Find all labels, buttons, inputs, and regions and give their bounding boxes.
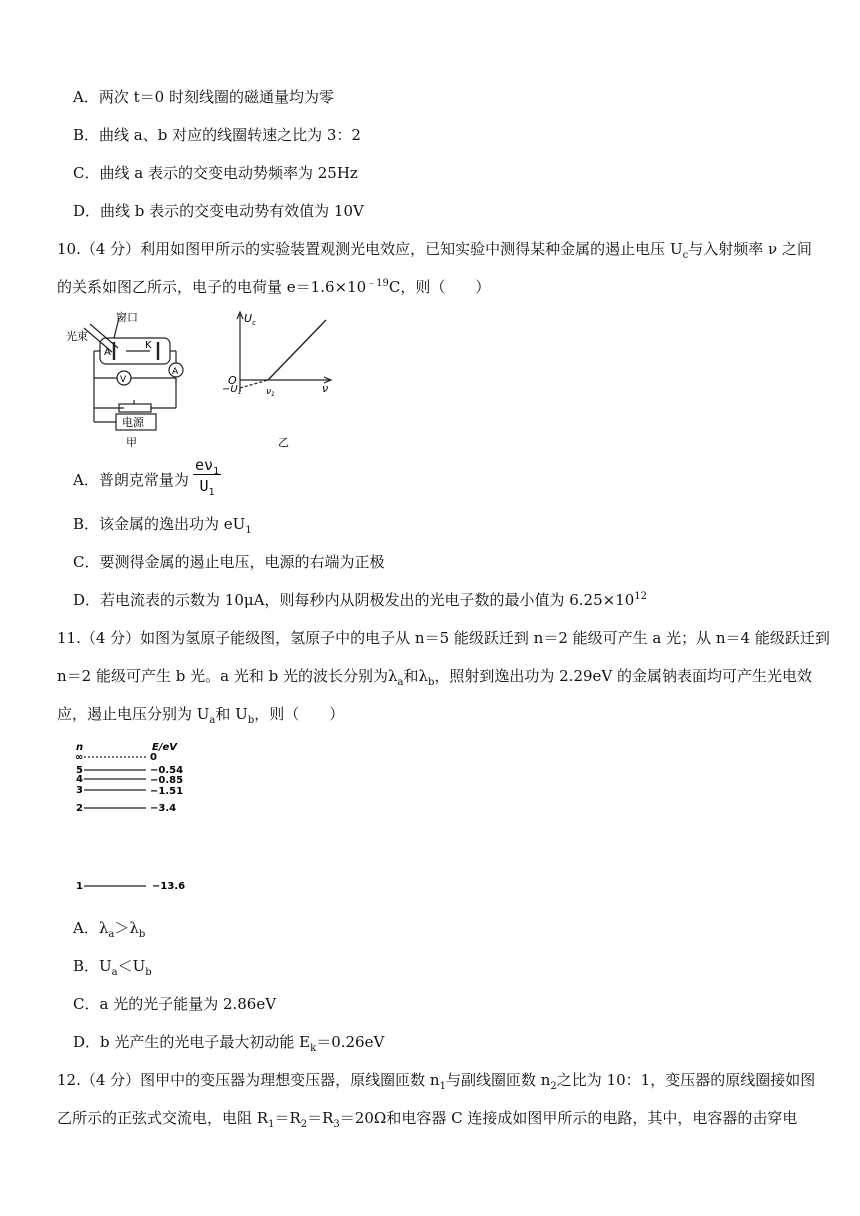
q9-option-d: D．曲线 b 表示的交变电动势有效值为 10V [73, 202, 364, 220]
value-2: −3.4 [150, 803, 177, 814]
figure-yi-caption: 乙 [278, 436, 289, 448]
planck-fraction: $\frac{e\nu_1}{U_1}$ [195, 456, 220, 498]
level-inf: ∞ [75, 752, 84, 763]
q10-option-d: D．若电流表的示数为 10μA，则每秒内从阴极发出的光电子数的最小值为 $6.25\times 10^{12}$ [73, 591, 648, 609]
value-5: −0.54 [150, 765, 184, 776]
figure-jia-caption: 甲 [126, 436, 137, 448]
value-inf: 0 [150, 752, 157, 763]
q10-stem-line2: 的关系如图乙所示，电子的电荷量 $e=1.6\times 10^{﹣19}C$，则（ ） [57, 278, 491, 296]
q11-stem-line3: 应，遏止电压分别为 $U_a$和 $U_b$，则（ ） [57, 705, 345, 726]
q10-stem-line1: 10.（4 分）利用如图甲所示的实验装置观测光电效应，已知实验中测得某种金属的遏止电压 $U_c$与入射频率 ν 之间 [57, 240, 812, 261]
cathode-label: K [145, 340, 152, 351]
q10-option-b: B．该金属的逸出功为 $eU_1$ [73, 515, 252, 536]
q11-option-d: D．b 光产生的光电子最大初动能 $E_k=0.26eV$ [73, 1033, 385, 1054]
level-3: 3 [76, 785, 83, 796]
neg-u1-label: $-U_1$ [222, 384, 242, 396]
nu1-label: $\nu_1$ [266, 387, 275, 398]
level-5: 5 [76, 765, 83, 776]
value-3: −1.51 [150, 786, 184, 797]
q11-stem-line2: n＝2 能级可产生 b 光。a 光和 b 光的波长分别为$\lambda_a$和$\lambda_b$，照射到逸出功为 2.29eV 的金属钠表面均可产生光电效 [57, 667, 813, 688]
figure-jia-apparatus [64, 308, 194, 448]
q11-option-b: B．$U_a<U_b$ [73, 957, 152, 978]
value-4: −0.85 [150, 775, 184, 786]
q10-option-c: C．要测得金属的遏止电压，电源的右端为正极 [73, 553, 385, 571]
q9-option-b: B．曲线 a、b 对应的线圈转速之比为 3：2 [73, 126, 361, 144]
level-1: 1 [76, 881, 83, 892]
level-2: 2 [76, 803, 83, 814]
q9-option-c: C．曲线 a 表示的交变电动势频率为 25Hz [73, 164, 358, 182]
q9-option-a: A．两次 t＝0 时刻线圈的磁通量均为零 [73, 88, 334, 106]
q11-stem-line1: 11.（4 分）如图为氢原子能级图，氢原子中的电子从 n＝5 能级跃迁到 n＝2 能级可产生 a 光；从 n＝4 能级跃迁到 [57, 629, 830, 647]
level-4: 4 [76, 774, 83, 785]
voltmeter-label: V [120, 375, 127, 385]
q11-option-a: A．$\lambda_a>\lambda_b$ [73, 919, 146, 940]
q10-option-a: A．普朗克常量为 [73, 471, 189, 489]
energy-header: E/eV [152, 742, 178, 753]
power-supply-label: 电源 [122, 416, 144, 429]
y-axis-label: $U_c$ [244, 312, 256, 327]
energy-level-diagram [70, 738, 200, 898]
figure-yi-graph [222, 308, 342, 448]
window-label: 窗口 [116, 311, 138, 324]
beam-label: 光束 [66, 330, 88, 343]
q12-stem-line1: 12.（4 分）图甲中的变压器为理想变压器，原线圈匝数 $n_1$与副线圈匝数 $n_2$之比为 10：1，变压器的原线圈接如图 [57, 1071, 816, 1092]
origin-label: O [228, 374, 237, 387]
n-header: n [76, 742, 84, 753]
x-axis-label: ν [322, 382, 329, 395]
ammeter-label: A [172, 367, 179, 377]
q12-stem-line2: 乙所示的正弦式交流电，电阻 $R_1=R_2=R_3=20\Omega$和电容器 C 连接成如图甲所示的电路，其中，电容器的击穿电 [57, 1109, 798, 1130]
anode-label: A [104, 347, 111, 358]
q11-option-c: C．a 光的光子能量为 2.86eV [73, 995, 277, 1013]
value-1: −13.6 [152, 881, 186, 892]
